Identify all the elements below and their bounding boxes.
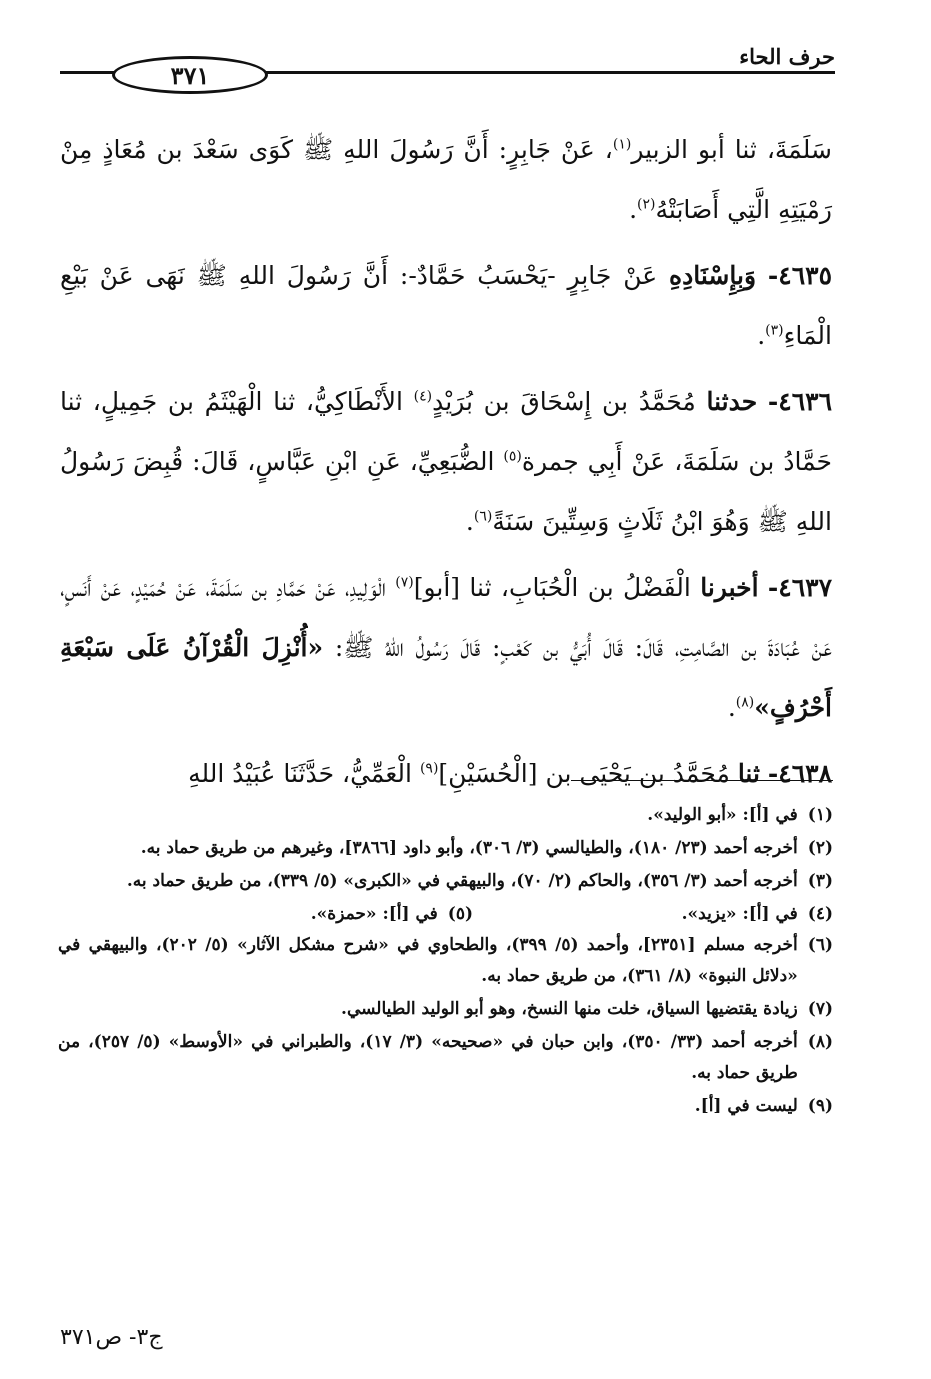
- text: ، عَنْ جَابِرٍ: أَنَّ رَسُولَ اللهِ ﷺ كَوَى سَعْدَ بن مُعَاذٍ مِنْ رَمْيَتِهِ الَّتِي أَصَابَتْهُ: [60, 135, 832, 224]
- footnote-mark: (٩): [807, 1096, 833, 1116]
- paragraph: [60, 120, 832, 240]
- footnote-ref: (١): [612, 136, 632, 153]
- hadith-4636: [60, 372, 832, 552]
- text: الضُّبَعِيِّ، عَنِ ابْنِ عَبَّاسٍ، قَالَ: قُبِضَ رَسُولُ اللهِ ﷺ وَهُوَ ابْنُ ثَلَاثٍ وَسِتِّينَ سَنَةً: [60, 447, 832, 536]
- keyword: ثنا: [737, 759, 760, 788]
- keyword: حدثنا: [706, 387, 758, 416]
- text: .: [465, 507, 474, 536]
- footnote-text: أخرجه مسلم [٢٣٥١]، وأحمد (٥/ ٣٩٩)، والطحاوي في «شرح مشكل الآثار» (٥/ ٢٠٢)، والبيهقي في «دلائل النبوة» (٨/ ٣٦١)، من طريق حماد به.: [58, 935, 798, 986]
- text: .: [757, 321, 766, 350]
- hadith-number: ٤٦٣٥-: [767, 261, 832, 290]
- footnote-text: أخرجه أحمد (٢٣/ ١٨٠)، والطيالسي (٣/ ٣٠٦)، وأبو داود [٣٨٦٦]، وغيرهم من طريق حماد به.: [140, 838, 798, 858]
- footnote-ref: (٢): [637, 196, 656, 213]
- text: الْعَمِّيُّ، حَدَّثَنَا عُبَيْدُ اللهِ: [188, 759, 420, 788]
- footnote-mark: (٦): [807, 935, 833, 955]
- footnote: [58, 800, 833, 831]
- footnote: [58, 1027, 833, 1089]
- hadith-number: ٤٦٣٧-: [767, 573, 832, 602]
- hadith-quote: «أُنْزِلَ الْقُرْآنُ عَلَى سَبْعَةِ أَحْرُفٍ»: [60, 633, 832, 722]
- hadith-4637: [60, 558, 832, 738]
- footnote-text: في [أ]: «أبو الوليد».: [647, 805, 798, 825]
- page-number: ٣٧١: [112, 56, 268, 94]
- footnote-ref: (٨): [735, 694, 755, 711]
- text: مُحَمَّدُ بن إِسْحَاقَ بن بُرَيْدٍ: [432, 387, 707, 416]
- footnote-mark: (٥): [447, 904, 473, 924]
- footnote-text: في [أ]: «يزيد».: [681, 904, 798, 924]
- text: سَلَمَةَ، ثنا أبو الزبير: [631, 135, 832, 164]
- footnote-ref: (٧): [395, 574, 414, 591]
- text: عَنْ جَابِرٍ -يَحْسَبُ حَمَّادٌ-: أَنَّ رَسُولَ اللهِ ﷺ نَهَى عَنْ بَيْعِ الْمَاءِ: [60, 261, 832, 350]
- keyword: أخبرنا: [700, 573, 759, 602]
- footnote-ref: (٩): [419, 760, 439, 777]
- footnote-text: ليست في [أ].: [694, 1096, 798, 1116]
- footnote-mark: (٧): [807, 999, 833, 1019]
- main-text: [60, 120, 832, 810]
- footnote-mark: (٣): [807, 871, 833, 891]
- footnote-text: أخرجه أحمد (٣/ ٣٥٦)، والحاكم (٢/ ٧٠)، والبيهقي في «الكبرى» (٥/ ٣٣٩)، من طريق حماد به.: [126, 871, 798, 891]
- footnote-pair: [58, 899, 833, 930]
- hadith-4635: [60, 246, 832, 366]
- hadith-4638: [60, 744, 832, 804]
- footnote: [58, 1091, 833, 1122]
- text: .: [629, 195, 638, 224]
- footnote-text: في [أ]: «حمزة».: [310, 904, 438, 924]
- hadith-number: ٤٦٣٨-: [767, 759, 832, 788]
- footnote-mark: (٨): [807, 1032, 833, 1052]
- footnote-ref: (٥): [503, 448, 522, 465]
- text: الأَنْطَاكِيُّ، ثنا الْهَيْثَمُ بن جَمِيلٍ، ثنا حَمَّادُ بن سَلَمَةَ، عَنْ أَبِي جمرة: [60, 387, 832, 476]
- footnote-text: زيادة يقتضيها السياق، خلت منها النسخ، وهو أبو الوليد الطيالسي.: [341, 999, 798, 1019]
- footnote-mark: (١): [807, 805, 833, 825]
- footnote-mark: (٢): [807, 838, 833, 858]
- text: مُحَمَّدُ بن يَحْيَى بن [الْحُسَيْنِ]: [438, 759, 738, 788]
- hadith-number: ٤٦٣٦-: [767, 387, 832, 416]
- footnote-text: أخرجه أحمد (٣٣/ ٣٥٠)، وابن حبان في «صحيحه» (٣/ ١٧)، والطبراني في «الأوسط» (٥/ ٢٥٧)، من طريق حماد به.: [58, 1032, 798, 1083]
- footnote: [58, 930, 833, 992]
- footnote-mark: (٤): [807, 904, 833, 924]
- footnote-divider: [571, 780, 833, 781]
- keyword: وَبِإِسْنَادِهِ: [669, 261, 757, 290]
- footnote-ref: (٦): [473, 508, 493, 525]
- footnotes: [58, 800, 833, 1124]
- footnote-ref: (٣): [765, 322, 784, 339]
- footnote-ref: (٤): [413, 388, 433, 405]
- text: الْفَضْلُ بن الْحُبَابِ، ثنا [أبو]: [413, 573, 701, 602]
- footnote: [58, 833, 833, 864]
- footnote: [58, 866, 833, 897]
- text: الْوَلِيدِ، عَنْ حَمَّادِ بن سَلَمَةَ، عَنْ حُمَيْدٍ، عَنْ أَنَسٍ، عَنْ عُبَادَةَ بن الصَّامِتِ، قَالَ: قَالَ أُبَيُّ بن كَعْبٍ: قَالَ رَسُولُ اللهُ ﷺ:: [60, 573, 832, 662]
- volume-page-reference: ج٣- ص٣٧١: [60, 1325, 163, 1350]
- footnote: [58, 994, 833, 1025]
- chapter-title: حرف الحاء: [739, 44, 835, 69]
- page-header: [60, 44, 835, 90]
- text: .: [727, 693, 736, 722]
